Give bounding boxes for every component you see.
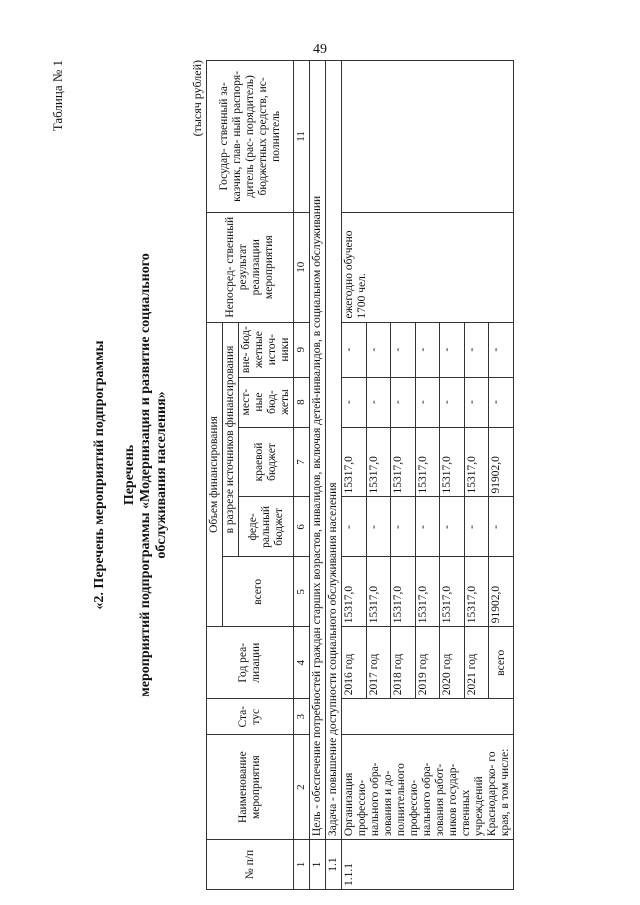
- header-result: Непосред- ственный результат реализации мероприятия: [207, 212, 294, 322]
- col-number: 6: [294, 497, 310, 557]
- rotated-sheet: [50, 60, 620, 890]
- row-local: -: [415, 377, 440, 427]
- col-number: 2: [294, 735, 310, 840]
- table-note: Таблица № 1: [50, 60, 65, 132]
- row-total: 15317,0: [342, 557, 367, 627]
- col-number: 9: [294, 322, 310, 377]
- header-total: всего: [223, 557, 294, 627]
- header-customer: Государ- ственный за- казчик, глав- ный распоря- дитель (рас- порядитель) бюджетных средств, ис- полнитель: [207, 61, 294, 213]
- row-total: 91902,0: [489, 557, 514, 627]
- row-year: всего: [489, 627, 514, 699]
- header-status: Ста- тус: [207, 699, 294, 735]
- row-local: -: [489, 377, 514, 427]
- title-line-1: Перечень: [122, 444, 137, 506]
- units-label: (тысяч рублей): [190, 60, 204, 137]
- col-number: 11: [294, 61, 310, 213]
- col-number: 8: [294, 377, 310, 427]
- item-name: Организация профессио- нального обра- зования и до- полнительного профессио- нального обра- зования работ- ников государ- ственных учреждений Краснодарско- го края, в том числе:: [342, 735, 514, 840]
- row-local: -: [440, 377, 465, 427]
- col-number: 4: [294, 627, 310, 699]
- header-funding: Объем финансирования: [207, 322, 223, 627]
- col-number: 3: [294, 699, 310, 735]
- section-heading: «2. Перечень мероприятий подпрограммы: [92, 340, 107, 610]
- row-extra: -: [415, 322, 440, 377]
- page-number: 49: [313, 42, 327, 57]
- item-customer: [342, 61, 514, 213]
- goal-num: 1: [310, 840, 326, 890]
- header-local: мест- ные бюд- жеты: [239, 377, 294, 427]
- row-regional: 15317,0: [366, 427, 391, 497]
- col-number: 10: [294, 212, 310, 322]
- row-total: 15317,0: [440, 557, 465, 627]
- row-total: 15317,0: [366, 557, 391, 627]
- table-row: [342, 61, 367, 890]
- row-federal: -: [391, 497, 416, 557]
- header-regional: краевой бюджет: [239, 427, 294, 497]
- title-line-3: обслуживания населения»: [154, 391, 169, 559]
- header-federal: феде- ральный бюджет: [239, 497, 294, 557]
- item-num: 1.1.1: [342, 840, 514, 890]
- header-year: Год реа- лизации: [207, 627, 294, 699]
- row-federal: -: [464, 497, 489, 557]
- row-year: 2019 год: [415, 627, 440, 699]
- item-status: [342, 699, 514, 735]
- task-num: 1.1: [326, 840, 342, 890]
- row-regional: 15317,0: [464, 427, 489, 497]
- col-number: 7: [294, 427, 310, 497]
- header-by-sources: в разрезе источников финансирования: [223, 322, 239, 557]
- row-local: -: [366, 377, 391, 427]
- row-federal: -: [415, 497, 440, 557]
- row-local: -: [342, 377, 367, 427]
- row-total: 15317,0: [391, 557, 416, 627]
- row-federal: -: [440, 497, 465, 557]
- row-federal: -: [342, 497, 367, 557]
- row-regional: 91902,0: [489, 427, 514, 497]
- row-extra: -: [464, 322, 489, 377]
- row-total: 15317,0: [464, 557, 489, 627]
- row-regional: 15317,0: [415, 427, 440, 497]
- col-number: 5: [294, 557, 310, 627]
- row-year: 2017 год: [366, 627, 391, 699]
- row-regional: 15317,0: [391, 427, 416, 497]
- row-extra: -: [342, 322, 367, 377]
- row-federal: -: [366, 497, 391, 557]
- goal-text: Цель - обеспечение потребностей граждан старших возрастов, инвалидов, включая детей-инвалидов, в социальном обслуживании: [310, 61, 326, 840]
- header-extra: вне- бюд- жетные источ- ники: [239, 322, 294, 377]
- row-year: 2021 год: [464, 627, 489, 699]
- row-local: -: [391, 377, 416, 427]
- row-extra: -: [391, 322, 416, 377]
- row-extra: -: [489, 322, 514, 377]
- title-line-2: мероприятий подпрограммы «Модернизация и развитие социального: [138, 253, 153, 697]
- header-num: № п/п: [207, 840, 294, 890]
- document-title: [122, 60, 170, 890]
- header-name: Наименование мероприятия: [207, 735, 294, 840]
- measures-table: [206, 60, 514, 890]
- row-year: 2020 год: [440, 627, 465, 699]
- task-text: Задача - повышение доступности социального обслуживания населения: [326, 61, 342, 840]
- row-extra: -: [440, 322, 465, 377]
- row-year: 2018 год: [391, 627, 416, 699]
- row-local: -: [464, 377, 489, 427]
- row-regional: 15317,0: [440, 427, 465, 497]
- row-federal: -: [489, 497, 514, 557]
- col-number: 1: [294, 840, 310, 890]
- item-result: ежегодно обучено 1700 чел.: [342, 212, 514, 322]
- row-total: 15317,0: [415, 557, 440, 627]
- row-extra: -: [366, 322, 391, 377]
- row-regional: 15317,0: [342, 427, 367, 497]
- row-year: 2016 год: [342, 627, 367, 699]
